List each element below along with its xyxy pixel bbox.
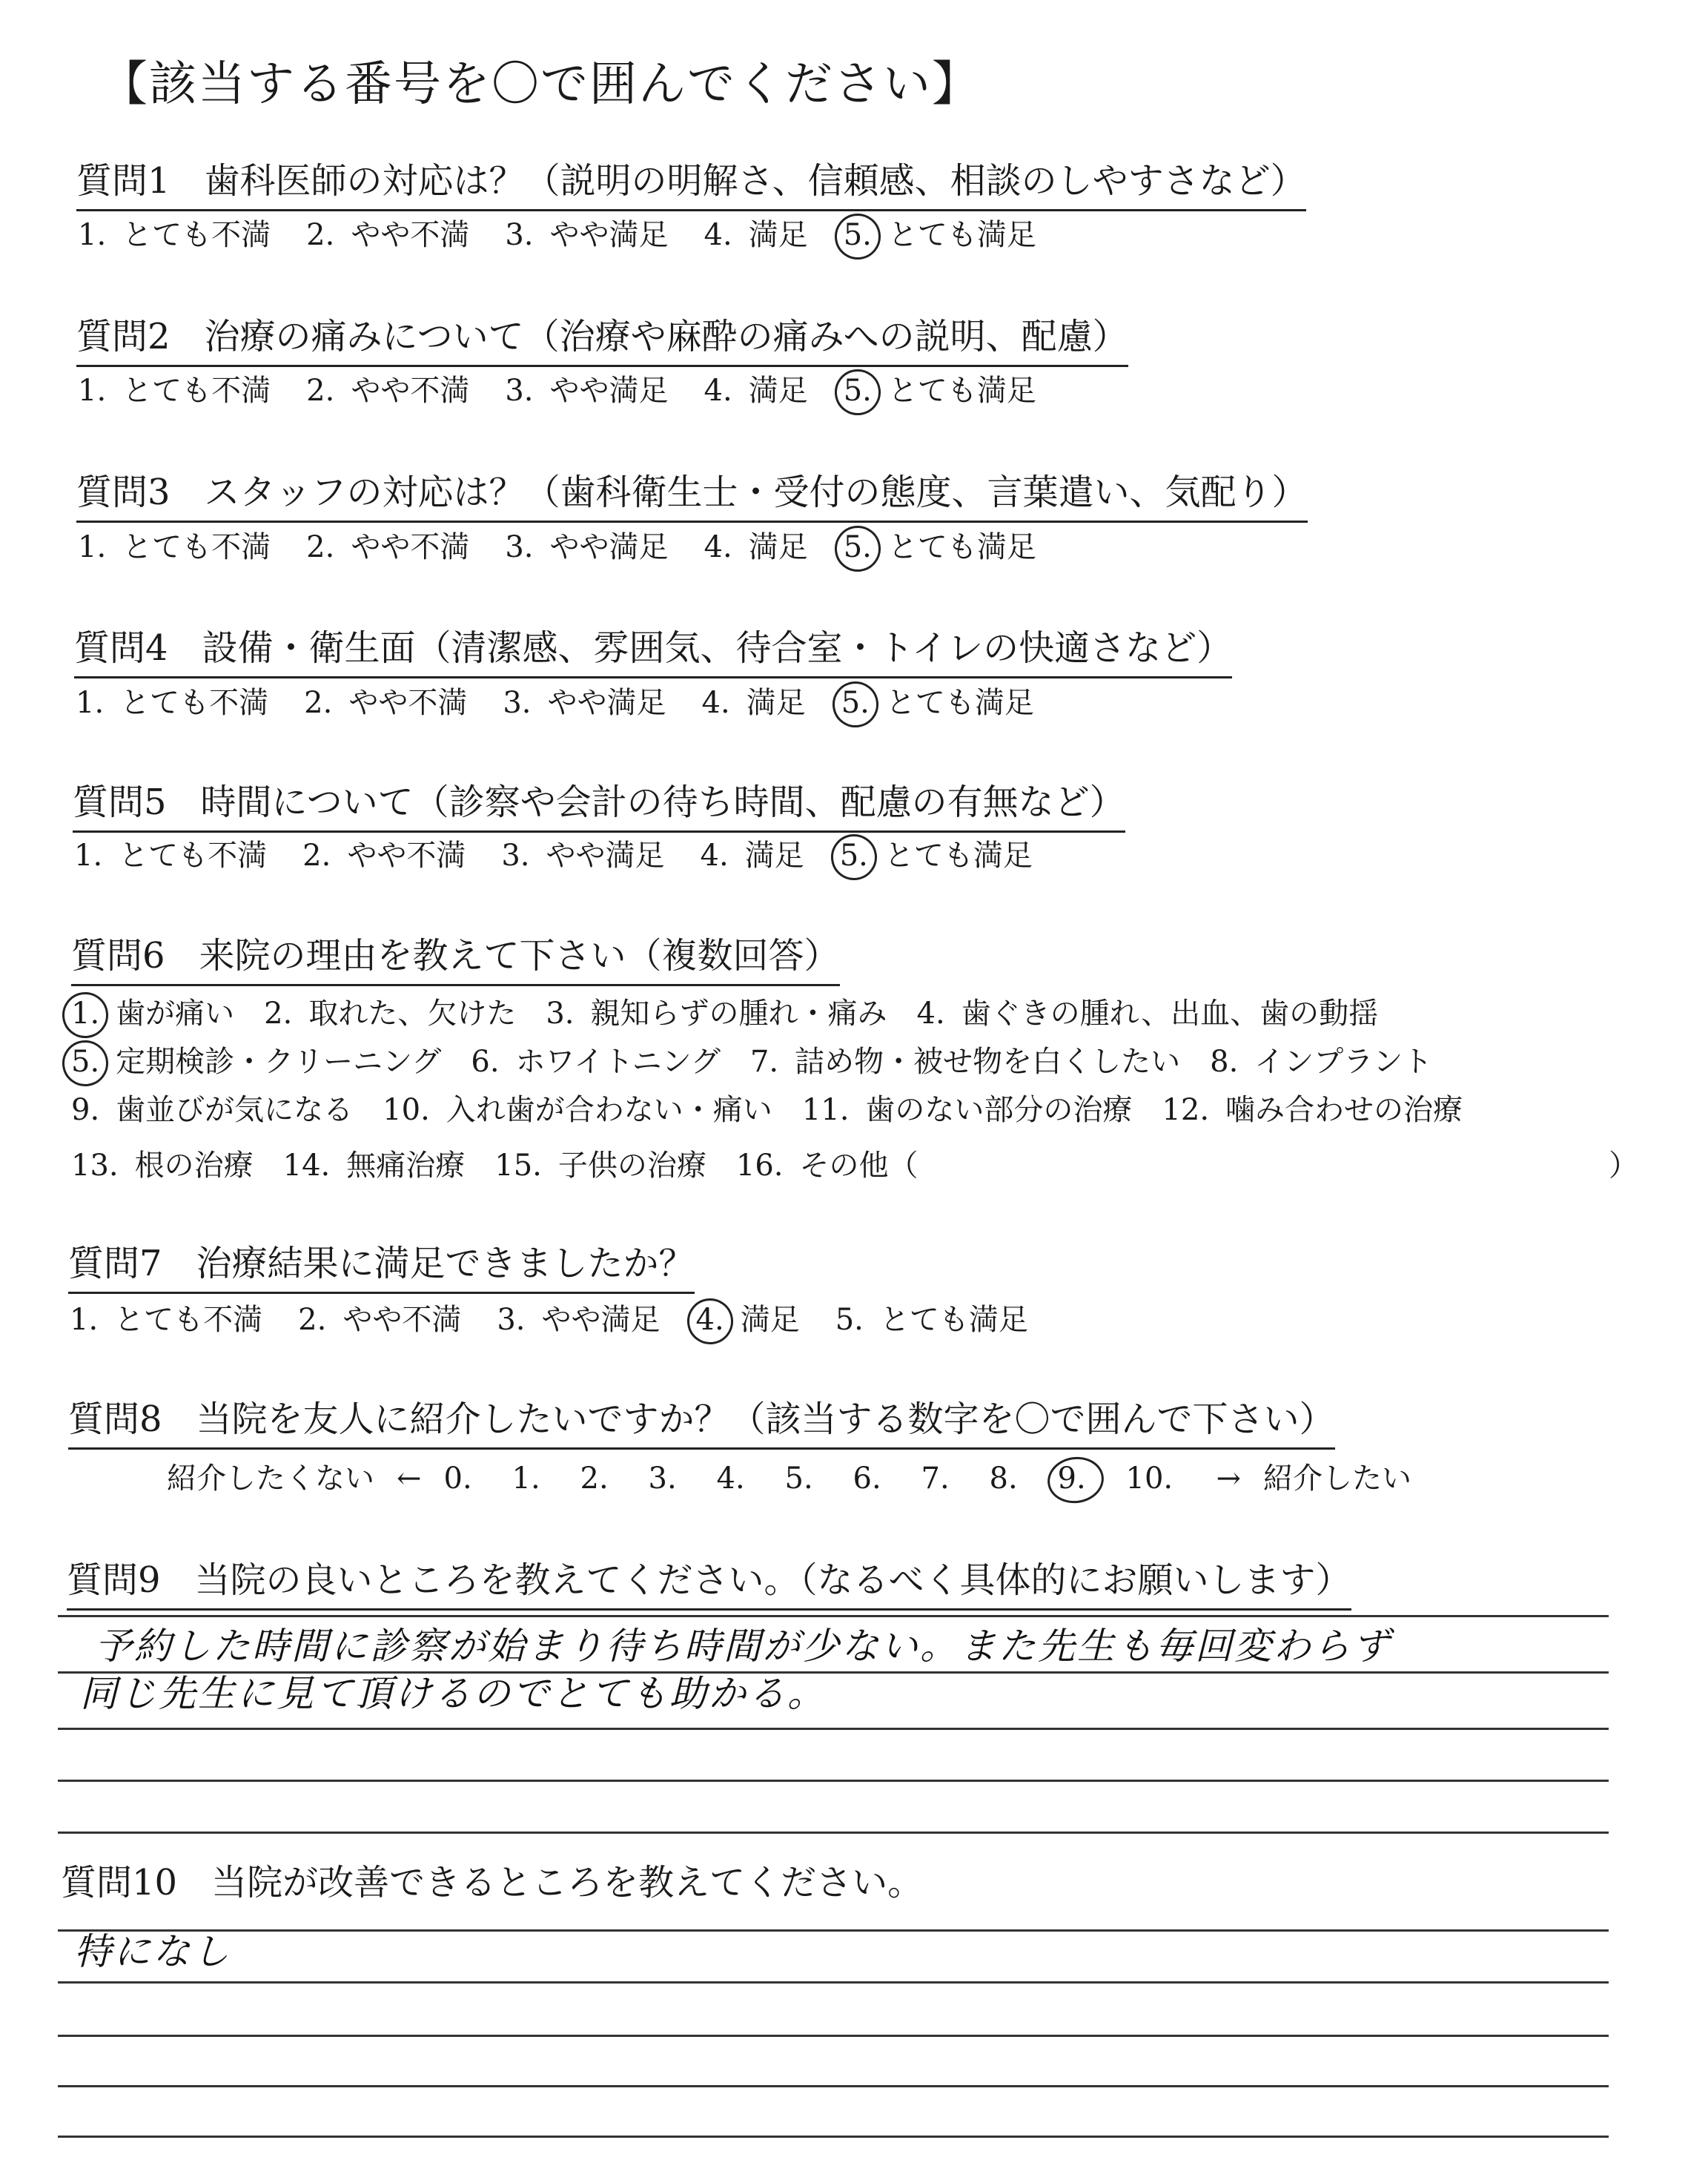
reason-option[interactable]: [71, 1142, 254, 1184]
option-number: 3.: [501, 839, 530, 873]
reason-option[interactable]: [917, 990, 1379, 1032]
question-text: 当院を友人に紹介したいですか？（該当する数字を〇で囲んで下さい）: [196, 1398, 1335, 1440]
option-label: 満足: [740, 1303, 800, 1337]
question-header: [71, 927, 840, 986]
rating-option[interactable]: [835, 1296, 1028, 1338]
option-number: 5.: [835, 1303, 864, 1337]
rating-option[interactable]: [704, 524, 808, 566]
rating-option[interactable]: [840, 832, 1033, 874]
rating-option[interactable]: [505, 211, 668, 254]
option-number: 1.: [71, 997, 99, 1031]
option-label: 親知らずの腫れ・痛み: [590, 997, 887, 1031]
answer-line: [58, 1780, 1609, 1782]
question-header: [74, 619, 1232, 678]
question-text: 歯科医師の対応は？（説明の明解さ、信頼感、相談のしやすさなど）: [204, 160, 1306, 202]
option-number: 2.: [304, 686, 333, 720]
rating-option[interactable]: [78, 524, 271, 566]
option-number: 4.: [704, 374, 732, 408]
answer-line: [58, 2136, 1609, 2138]
answer-line: [58, 2085, 1609, 2087]
option-label: とても満足: [884, 839, 1033, 873]
rating-options: [78, 211, 1072, 254]
option-number: 3.: [505, 374, 534, 408]
reason-row: [71, 1142, 948, 1184]
scale-number[interactable]: 3.: [648, 1462, 677, 1496]
rating-option[interactable]: [78, 367, 271, 409]
option-number: 14.: [282, 1149, 331, 1183]
rating-option[interactable]: [702, 679, 806, 721]
rating-option[interactable]: [844, 211, 1036, 254]
question-number: 質問2: [76, 316, 171, 357]
rating-option[interactable]: [701, 832, 804, 874]
scale-number[interactable]: 1.: [512, 1462, 540, 1496]
other-close-paren: ）: [1609, 1149, 1638, 1183]
question-header: [76, 463, 1308, 523]
reason-option[interactable]: [264, 990, 516, 1032]
answer-line: [58, 1832, 1609, 1834]
question-header: [68, 1235, 695, 1294]
option-number: 1.: [76, 686, 105, 720]
scale-left-label: 紹介したくない: [167, 1462, 374, 1496]
selection-circle: [828, 831, 880, 883]
question-text: スタッフの対応は？（歯科衛生士・受付の態度、言葉遣い、気配り）: [204, 472, 1308, 513]
arrow-left-icon: ←: [397, 1462, 422, 1496]
reason-option[interactable]: [471, 1038, 721, 1080]
scale-number[interactable]: 10.: [1125, 1462, 1174, 1496]
option-number: 5.: [841, 686, 870, 720]
reason-option[interactable]: [283, 1142, 466, 1184]
question-number: 質問9: [67, 1559, 161, 1601]
handwritten-answer[interactable]: 特になし: [74, 1930, 231, 1973]
option-label: とても不満: [120, 686, 269, 720]
reason-option[interactable]: [1162, 1086, 1463, 1129]
recommend-scale: [167, 1455, 1411, 1497]
rating-option[interactable]: [841, 679, 1034, 721]
reason-row: [71, 1086, 1492, 1129]
option-number: 5.: [844, 530, 872, 564]
rating-option[interactable]: [306, 524, 469, 566]
question-header: [73, 773, 1125, 833]
option-number: 1.: [78, 530, 107, 564]
reason-option[interactable]: [802, 1086, 1133, 1129]
selection-circle: [59, 1037, 111, 1089]
rating-option[interactable]: [306, 211, 469, 254]
question-header: [67, 1551, 1351, 1611]
rating-option[interactable]: [302, 832, 466, 874]
option-number: 4.: [700, 839, 729, 873]
option-label: 取れた、欠けた: [308, 997, 517, 1031]
rating-option[interactable]: [78, 211, 271, 254]
reason-row: [71, 1038, 1462, 1080]
option-label: とても満足: [887, 374, 1036, 408]
option-label: 入れ歯が合わない・痛い: [446, 1093, 772, 1127]
question-number: 質問7: [68, 1243, 162, 1284]
option-label: ホワイトニング: [515, 1045, 721, 1079]
selection-circle: [830, 678, 881, 730]
answer-line: [58, 1929, 1609, 1932]
rating-option[interactable]: [704, 367, 808, 409]
option-label: とても満足: [885, 686, 1034, 720]
option-number: 13.: [71, 1149, 119, 1183]
scale-number[interactable]: 4.: [716, 1462, 745, 1496]
option-label: 満足: [748, 374, 808, 408]
option-label: とても不満: [122, 218, 271, 252]
scale-number[interactable]: 2.: [580, 1462, 609, 1496]
option-label: 歯並びが気になる: [116, 1093, 354, 1127]
option-label: 歯が痛い: [116, 997, 235, 1031]
option-label: とても満足: [879, 1303, 1028, 1337]
rating-option[interactable]: [696, 1296, 800, 1338]
option-number: 15.: [494, 1149, 542, 1183]
option-number: 12.: [1162, 1093, 1210, 1127]
scale-number[interactable]: 5.: [784, 1462, 813, 1496]
option-label: その他（: [799, 1149, 918, 1183]
option-label: やや不満: [342, 1303, 462, 1337]
option-label: インプラント: [1254, 1045, 1433, 1079]
option-label: 子供の治療: [557, 1149, 706, 1183]
question-text: 設備・衛生面（清潔感、雰囲気、待合室・トイレの快適さなど）: [202, 627, 1233, 669]
option-label: 噛み合わせの治療: [1225, 1093, 1463, 1127]
option-label: とても不満: [122, 530, 271, 564]
selection-circle: [59, 989, 111, 1041]
option-label: 根の治療: [134, 1149, 254, 1183]
option-number: 1.: [78, 374, 107, 408]
answer-line: [58, 1728, 1609, 1730]
option-number: 6.: [471, 1045, 500, 1079]
option-label: 歯ぐきの腫れ、出血、歯の動揺: [961, 997, 1379, 1031]
rating-option[interactable]: [298, 1296, 461, 1338]
reason-option[interactable]: [71, 990, 234, 1032]
option-number: 3.: [503, 686, 532, 720]
rating-options: [78, 367, 1072, 409]
reason-option[interactable]: [383, 1086, 772, 1129]
option-number: 3.: [546, 997, 575, 1031]
option-number: 3.: [505, 218, 534, 252]
rating-options: [74, 832, 1068, 874]
question-header: [68, 1390, 1335, 1450]
option-label: やや満足: [549, 374, 669, 408]
answer-line: [58, 2035, 1609, 2037]
question-header: [76, 308, 1128, 367]
rating-option[interactable]: [76, 679, 268, 721]
rating-option[interactable]: [306, 367, 469, 409]
question-text: 来院の理由を教えて下さい（複数回答）: [199, 935, 840, 977]
option-label: とても満足: [887, 530, 1036, 564]
question-number: 質問6: [71, 935, 165, 977]
scale-number[interactable]: 8.: [989, 1462, 1018, 1496]
option-label: やや満足: [546, 839, 665, 873]
question-text: 治療結果に満足できましたか？: [196, 1243, 695, 1284]
option-label: とても満足: [887, 218, 1036, 252]
option-label: 定期検診・クリーニング: [116, 1045, 442, 1079]
rating-option[interactable]: [505, 524, 668, 566]
option-number: 4.: [696, 1303, 724, 1337]
option-label: やや満足: [549, 530, 669, 564]
option-number: 16.: [735, 1149, 784, 1183]
option-label: やや不満: [351, 530, 470, 564]
question-number: 質問8: [68, 1398, 162, 1440]
scale-number[interactable]: 6.: [853, 1462, 881, 1496]
option-number: 9.: [71, 1093, 100, 1127]
option-number: 2.: [306, 530, 335, 564]
question-number: 質問4: [74, 627, 168, 669]
option-label: 満足: [744, 839, 804, 873]
reason-option[interactable]: [494, 1142, 706, 1184]
option-number: 11.: [801, 1093, 850, 1127]
question-number: 質問10: [61, 1862, 178, 1903]
option-number: 8.: [1210, 1045, 1239, 1079]
rating-option[interactable]: [844, 367, 1036, 409]
handwritten-answer[interactable]: 同じ先生に見て頂けるのでとても助かる。: [80, 1672, 827, 1715]
reason-option[interactable]: [71, 1038, 441, 1080]
rating-option[interactable]: [304, 679, 467, 721]
option-number: 1.: [78, 218, 107, 252]
option-number: 3.: [497, 1303, 526, 1337]
reason-option[interactable]: [71, 1086, 353, 1129]
option-number: 5.: [844, 218, 872, 252]
rating-option[interactable]: [704, 211, 808, 254]
handwritten-answer[interactable]: 予約した時間に診察が始まり待ち時間が少ない。また先生も毎回変わらず: [95, 1625, 1391, 1668]
option-number: 1.: [70, 1303, 99, 1337]
selection-circle: [832, 366, 884, 418]
question-number: 質問5: [73, 782, 167, 823]
option-number: 4.: [701, 686, 730, 720]
option-label: やや不満: [351, 374, 470, 408]
answer-line: [58, 1981, 1609, 1984]
option-number: 5.: [844, 374, 872, 408]
arrow-right-icon: →: [1216, 1462, 1242, 1496]
selection-circle: [832, 211, 884, 262]
option-label: やや満足: [549, 218, 669, 252]
question-text: 時間について（診察や会計の待ち時間、配慮の有無など）: [200, 782, 1125, 823]
option-label: やや満足: [541, 1303, 661, 1337]
form-title: 【該当する番号を〇で囲んでください】: [100, 57, 981, 112]
rating-option[interactable]: [501, 832, 664, 874]
option-label: 満足: [748, 530, 808, 564]
option-number: 2.: [306, 218, 335, 252]
option-number: 2.: [264, 997, 293, 1031]
question-text: 当院が改善できるところを教えてください。: [211, 1862, 924, 1903]
question-text: 治療の痛みについて（治療や麻酔の痛みへの説明、配慮）: [204, 316, 1128, 357]
option-label: とても不満: [114, 1303, 263, 1337]
option-number: 1.: [74, 839, 103, 873]
rating-option[interactable]: [74, 832, 267, 874]
option-label: とても不満: [119, 839, 268, 873]
option-number: 10.: [383, 1093, 430, 1127]
scale-number[interactable]: 7.: [921, 1462, 950, 1496]
option-number: 4.: [704, 530, 732, 564]
option-label: 詰め物・被せ物を白くしたい: [795, 1045, 1181, 1079]
option-number: 5.: [71, 1045, 99, 1079]
option-label: やや不満: [351, 218, 470, 252]
reason-option[interactable]: [1210, 1038, 1432, 1080]
option-label: やや不満: [348, 686, 468, 720]
question-header: [61, 1854, 923, 1911]
option-label: やや満足: [547, 686, 666, 720]
option-label: 満足: [746, 686, 806, 720]
question-number: 質問1: [76, 160, 171, 202]
option-number: 2.: [302, 839, 331, 873]
option-label: とても不満: [122, 374, 271, 408]
option-number: 3.: [505, 530, 534, 564]
question-header: [76, 152, 1306, 211]
option-label: やや不満: [347, 839, 466, 873]
selection-circle: [684, 1295, 736, 1347]
option-number: 7.: [749, 1045, 779, 1079]
rating-options: [78, 524, 1072, 566]
scale-right-label: 紹介したい: [1263, 1462, 1412, 1496]
option-label: 無痛治療: [346, 1149, 466, 1183]
option-label: 歯のない部分の治療: [865, 1093, 1133, 1127]
question-text: 当院の良いところを教えてください。（なるべく具体的にお願いします）: [194, 1559, 1351, 1601]
rating-option[interactable]: [70, 1296, 262, 1338]
reason-option[interactable]: [736, 1142, 918, 1184]
rating-option[interactable]: [503, 679, 666, 721]
option-number: 4.: [704, 218, 732, 252]
scale-number[interactable]: 0.: [443, 1462, 472, 1496]
question-number: 質問3: [76, 472, 171, 513]
option-number: 2.: [306, 374, 335, 408]
reason-option[interactable]: [750, 1038, 1180, 1080]
scale-number[interactable]: 9.: [1058, 1462, 1126, 1496]
rating-options: [70, 1296, 1064, 1338]
option-label: 満足: [748, 218, 808, 252]
reason-row: [71, 990, 1408, 1032]
rating-option[interactable]: [844, 524, 1036, 566]
rating-option[interactable]: [505, 367, 668, 409]
option-number: 2.: [298, 1303, 327, 1337]
rating-option[interactable]: [497, 1296, 660, 1338]
reason-option[interactable]: [546, 990, 887, 1032]
option-number: 5.: [840, 839, 868, 873]
rating-options: [76, 679, 1070, 721]
option-number: 4.: [916, 997, 945, 1031]
selection-circle: [832, 523, 884, 575]
